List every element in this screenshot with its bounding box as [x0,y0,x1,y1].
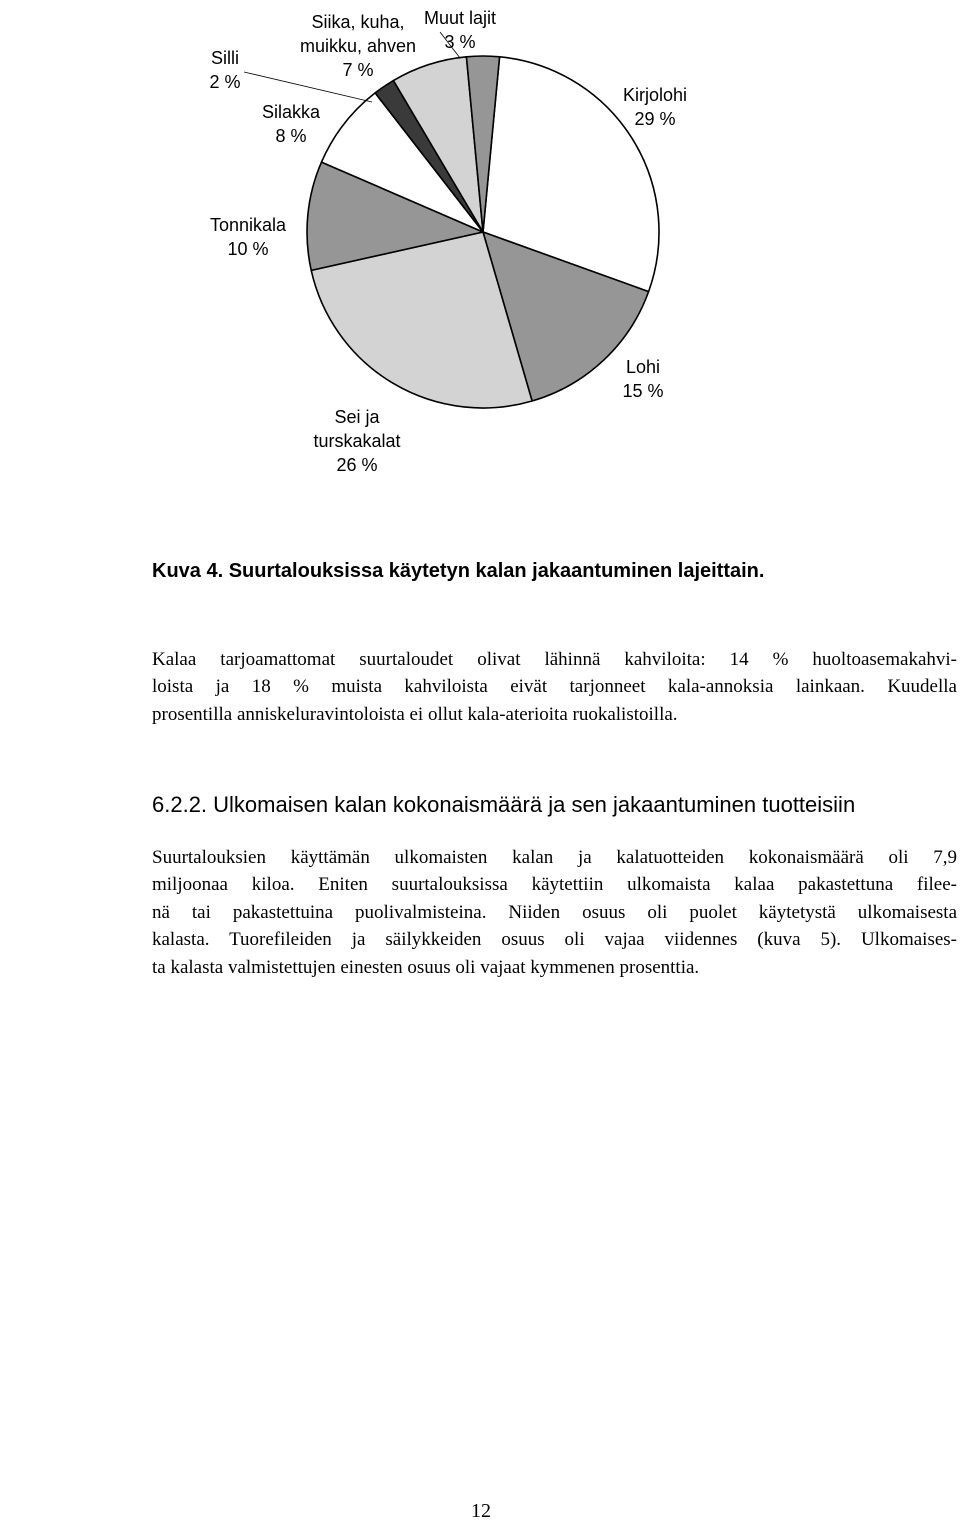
paragraph-line: Kalaa tarjoamattomat suurtaloudet olivat lähinnä kahviloita: 14 % huoltoasemakahvi- [152,649,957,670]
pie-label-line: 10 % [227,239,269,259]
pie-label-line: 15 % [622,381,664,401]
pie-label [262,102,321,146]
pie-label [622,357,663,401]
figure-caption: Kuva 4. Suurtalouksissa käytetyn kalan jakaantuminen lajeittain. [152,560,765,582]
pie-label-line: 26 % [336,455,378,475]
pie-label [209,48,240,92]
pie-label [210,215,287,259]
pie-label-line: turskakalat [313,431,401,451]
pie-label-line: 2 % [209,72,241,92]
pie-label-line: Silli [210,48,240,68]
pie-label-line: 7 % [342,60,374,80]
paragraph-line: kalasta. Tuorefileiden ja säilykkeiden osuus oli vajaa viidennes (kuva 5). Ulkomaises- [152,929,957,951]
paragraph-line: prosentilla anniskeluravintoloista ei ollut kala-aterioita ruokalistoilla. [152,703,678,725]
paragraph-line: Suurtalouksien käyttämän ulkomaisten kalan ja kalatuotteiden kokonaismäärä oli 7,9 [152,847,957,868]
pie-label-line: 29 % [634,109,676,129]
pie-label-line: Kirjolohi [622,85,688,105]
pie-label-line: Siika, kuha, [311,12,405,32]
paragraph-line: miljoonaa kiloa. Eniten suurtalouksissa käytettiin ulkomaista kalaa pakastettuna filee- [152,874,957,896]
pie-label-line: Muut lajit [423,8,497,28]
pie-label [300,12,416,80]
page-number [0,1500,960,1523]
pie-label [424,8,496,52]
pie-label-line: Tonnikala [209,215,287,235]
pie-label-line: Silakka [261,102,321,122]
paragraph-kahvilat [152,646,957,728]
pie-label-line: 3 % [444,32,476,52]
pie-slices [307,56,659,408]
paragraph-ulkomainen-kala [152,844,957,981]
pie-label-line: Sei ja [334,407,380,427]
pie-label [623,85,687,129]
section-heading: 6.2.2. Ulkomaisen kalan kokonaismäärä ja sen jakaantuminen tuotteisiin [152,792,856,817]
pie-label [313,407,400,475]
paragraph-line: loista ja 18 % muista kahviloista eivät tarjonneet kala-annoksia lainkaan. Kuudella [152,676,957,698]
page-number-text: 12 [471,1500,491,1522]
paragraph-line: ta kalasta valmistettujen einesten osuus oli vajaat kymmenen prosenttia. [152,956,700,978]
pie-label-line: Lohi [625,357,661,377]
pie-chart [0,0,960,540]
pie-label-line: muikku, ahven [299,36,417,56]
paragraph-line: nä tai pakastettuina puolivalmisteina. Niiden osuus oli puolet käytetystä ulkomaisesta [152,901,957,923]
pie-label-line: 8 % [275,126,307,146]
